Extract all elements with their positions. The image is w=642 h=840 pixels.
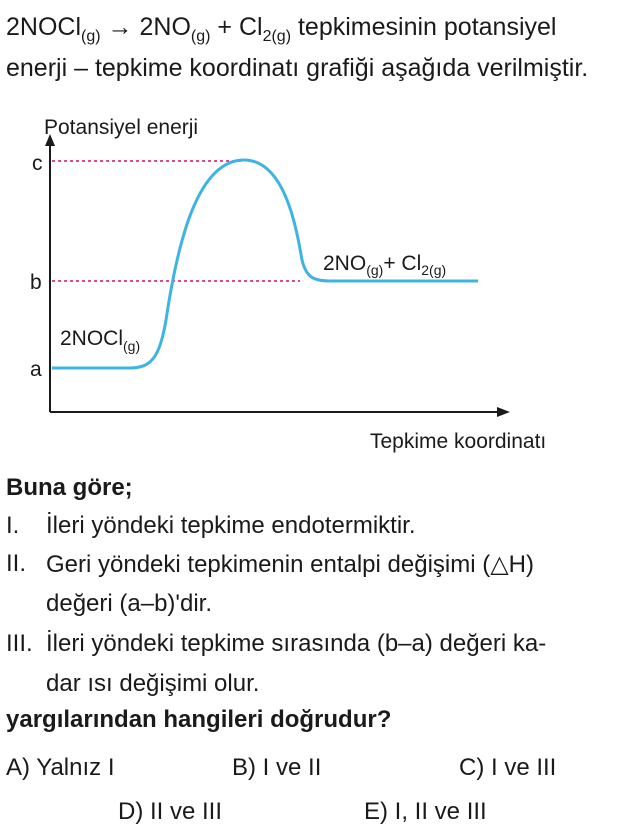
reactant-state: (g) xyxy=(81,28,101,45)
intro-line2: enerji – tepkime koordinatı grafiği aşağıda verilmiştir. xyxy=(6,54,589,82)
question-prompt: yargılarından hangileri doğrudur? xyxy=(6,706,392,733)
product2-formula: Cl xyxy=(238,13,263,41)
question-intro xyxy=(6,8,636,46)
reaction-arrow: → xyxy=(107,13,133,41)
product1-formula: 2NO xyxy=(139,13,191,41)
statement-3-number: III. xyxy=(6,630,33,657)
statement-3-text-line1: İleri yöndeki tepkime sırasında (b–a) değeri ka- xyxy=(46,630,547,657)
option-c[interactable]: C) I ve III xyxy=(459,754,557,781)
reactant-formula: 2NOCl xyxy=(6,13,82,41)
x-axis-arrow xyxy=(497,407,510,417)
statement-3-text-line2: dar ısı değişimi olur. xyxy=(46,670,260,697)
y-tick-a: a xyxy=(30,358,42,381)
y-tick-c: c xyxy=(32,152,43,175)
statement-1-number: I. xyxy=(6,512,20,539)
x-axis-label: Tepkime koordinatı xyxy=(370,430,547,453)
statement-1-text: İleri yöndeki tepkime endotermiktir. xyxy=(46,512,416,539)
product1-state: (g) xyxy=(190,28,211,45)
intro-line1-tail: tepkimesinin potansiyel xyxy=(297,13,557,41)
option-e[interactable]: E) I, II ve III xyxy=(364,798,487,825)
option-a[interactable]: A) Yalnız I xyxy=(6,754,115,781)
plus-sign: + xyxy=(217,13,233,41)
statement-2-text-line2: değeri (a–b)'dir. xyxy=(46,590,213,617)
statement-2-text-line1: Geri yöndeki tepkimenin entalpi değişimi (△H) xyxy=(46,551,534,578)
product2-state: 2(g) xyxy=(262,28,292,45)
product-label: $2NO_{(g)}+ Cl_{2(g)}$ xyxy=(323,252,447,278)
y-tick-b: b xyxy=(30,271,42,294)
option-d[interactable]: D) II ve III xyxy=(118,798,223,825)
energy-diagram xyxy=(0,100,642,460)
option-b[interactable]: B) I ve II xyxy=(232,754,322,781)
reactant-label: 2NOCl$_{(g)}$ xyxy=(60,327,141,354)
statement-2-number: II. xyxy=(6,550,27,577)
buna-gore-heading: Buna göre; xyxy=(6,474,133,501)
y-axis-label: Potansiyel enerji xyxy=(44,116,199,139)
